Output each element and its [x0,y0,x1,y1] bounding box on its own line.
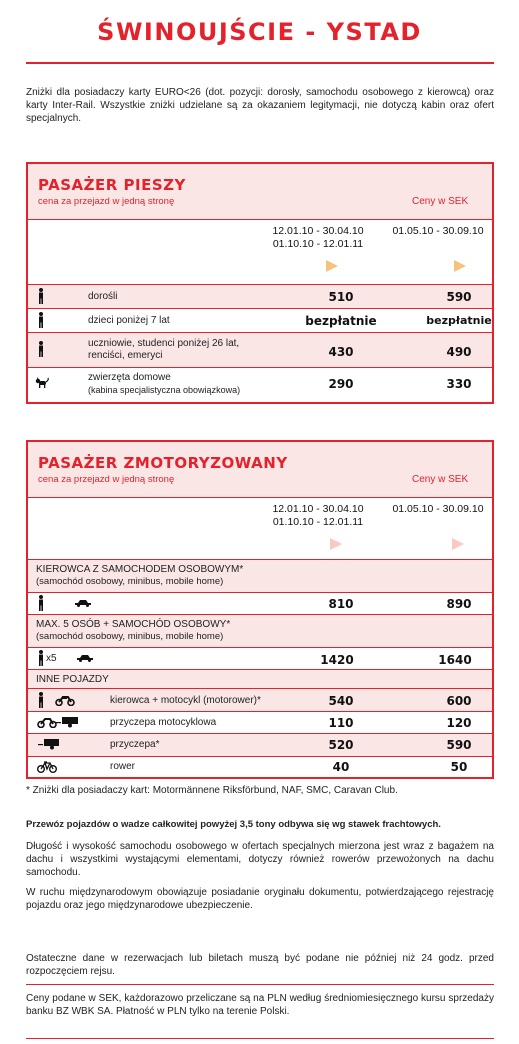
foot-row-label: dzieci poniżej 7 lat [88,315,170,326]
foot-row-price-2: 590 [446,290,472,304]
person-icon [37,312,45,328]
foot-row-label-line2: renciści, emeryci [88,350,163,361]
bottom-divider [26,1038,494,1039]
foot-row-label-line1: uczniowie, studenci poniżej 26 lat, [88,338,240,349]
foot-row-label [88,338,239,362]
motorcycle-icon [55,694,75,706]
intro-text: Zniżki dla posiadaczy karty EURO<26 (dot. pozycji: dorosły, samochodu osobowego z kierowcą) oraz karty Inter-Rail. Wszystkie zniżki udzielane są za okazaniem legitymacji, nie dotyczą kabin oraz ofert specjalnych. [26,87,494,124]
notes-divider [26,984,494,985]
motorcycle-trailer-icon [37,716,79,728]
moto-row-price-1: 520 [328,738,354,752]
group2-price-1: 1420 [320,653,354,667]
row-divider [28,711,492,712]
foot-header-divider [28,219,492,220]
bold-note: Przewóz pojazdów o wadze całkowitej powyżej 3,5 tony odbywa się wg stawek frachtowych. [26,819,441,830]
moto-row-price-2: 50 [450,760,468,774]
foot-period-1 [258,225,378,251]
group2-multiplier: x5 [46,653,57,664]
motor-period-1a: 12.01.10 - 30.04.10 [272,503,364,515]
group2-sub: (samochód osobowy, minibus, mobile home) [36,631,224,642]
foot-row-price-1: 290 [328,377,354,391]
cat-icon [35,377,49,389]
note-documents: W ruchu międzynarodowym obowiązuje posiadanie oryginału dokumentu, potwierdzającego rejestrację pojazdu oraz jego międzynarodowe ubezpieczenie. [26,887,494,911]
group1-price-2: 890 [446,597,472,611]
note-currency: Ceny podane w SEK, każdorazowo przeliczane są na PLN według średniomiesięcznego kursu sprzedaży banku BZ WBK SA. Płatność w PLN tylko na terenie Polski. [26,993,494,1017]
motor-period-1b: 01.10.10 - 12.01.11 [272,516,364,528]
moto-row-label: przyczepa motocyklowa [110,717,217,728]
play-arrow-icon [454,260,466,272]
row-divider [28,367,492,368]
moto-row-label: rower [110,761,136,772]
person-icon [37,595,45,611]
foot-section-subtitle: cena za przejazd w jedną stronę [38,196,175,207]
moto-row-price-2: 120 [446,716,472,730]
foot-row-price-2: 490 [446,345,472,359]
foot-period-2: 01.05.10 - 30.09.10 [392,225,484,237]
group1-sub: (samochód osobowy, minibus, mobile home) [36,576,224,587]
foot-row-label [88,372,240,396]
moto-row-label: przyczepa* [110,739,160,750]
note-deadline: Ostateczne dane w rezerwacjach lub biletach muszą być podane nie później niż 24 godz. przed rozpoczęciem rejsu. [26,953,494,977]
foot-currency-label: Ceny w SEK [412,196,469,207]
moto-row-label: kierowca + motocykl (motorower)* [110,695,261,706]
group1-price-1: 810 [328,597,354,611]
foot-row-price-1: 430 [328,345,354,359]
group2-title: MAX. 5 OSÓB + SAMOCHÓD OSOBOWY* [36,619,231,630]
play-arrow-icon [326,260,338,272]
title-divider [26,62,494,64]
car-icon [74,599,92,607]
foot-row-label-line2: (kabina specjalistyczna obowiązkowa) [88,385,241,395]
page-title: ŚWINOUJŚCIE - YSTAD [97,18,422,46]
motor-section-subtitle: cena za przejazd w jedną stronę [38,474,175,485]
note-dimensions: Długość i wysokość samochodu osobowego w ofertach specjalnych mierzona jest wraz z bagażem na dachu i wszystkimi wystającymi elementami, dotyczy również rowerów przewożonych na dachu samochodu. [26,841,494,878]
moto-row-price-1: 110 [328,716,354,730]
motor-section-title: PASAŻER ZMOTORYZOWANY [38,454,288,472]
motor-header-divider [28,497,492,498]
motor-period-1 [258,503,378,529]
group3-title: INNE POJAZDY [36,674,109,685]
person-icon [37,288,45,304]
footnote: * Zniżki dla posiadaczy kart: Motormännene Riksförbund, NAF, SMC, Caravan Club. [26,785,398,796]
foot-period-1b: 01.10.10 - 12.01.11 [272,238,364,250]
foot-row-label-line1: zwierzęta domowe [88,372,171,383]
group2-price-2: 1640 [438,653,472,667]
moto-row-price-2: 590 [446,738,472,752]
group1-title: KIEROWCA Z SAMOCHODEM OSOBOWYM* [36,564,244,575]
group-header-text [36,619,230,643]
moto-row-price-1: 540 [328,694,354,708]
play-arrow-icon [452,538,464,550]
foot-period-1a: 12.01.10 - 30.04.10 [272,225,364,237]
person-icon [37,692,45,708]
row-divider [28,647,492,648]
bicycle-icon [37,760,57,773]
moto-row-price-1: 40 [332,760,350,774]
trailer-icon [38,738,60,750]
motor-period-2: 01.05.10 - 30.09.10 [392,503,484,515]
motor-currency-label: Ceny w SEK [412,474,469,485]
foot-row-price-1: 510 [328,290,354,304]
group-header-text [36,564,243,588]
person-icon [37,650,45,666]
person-icon [37,341,45,357]
row-divider [28,592,492,593]
car-icon [76,654,94,662]
row-divider [28,756,492,757]
moto-row-price-2: 600 [446,694,472,708]
foot-row-label: dorośli [88,291,118,302]
foot-row-price-1: bezpłatnie [305,314,377,328]
foot-section-title: PASAŻER PIESZY [38,176,186,194]
foot-row-price-2: 330 [446,377,472,391]
foot-row-price-2: bezpłatnie [426,314,492,327]
play-arrow-icon [330,538,342,550]
